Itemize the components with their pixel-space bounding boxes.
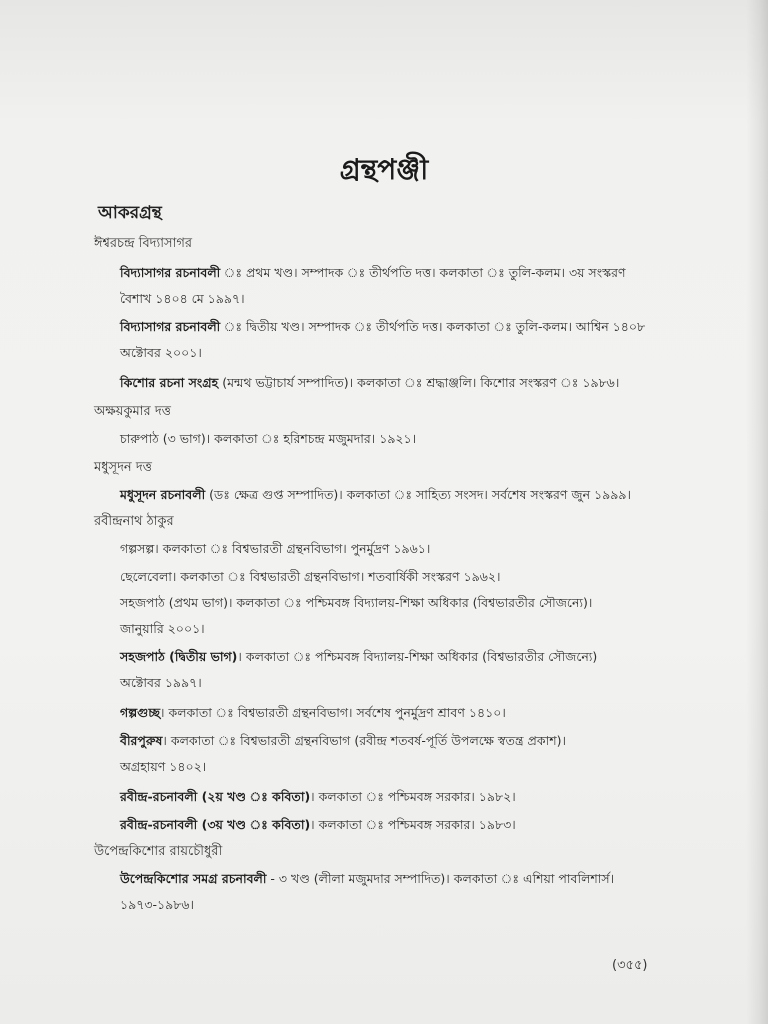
entry-line bbox=[120, 728, 680, 754]
author-name: অক্ষয়কুমার দত্ত bbox=[94, 404, 171, 419]
entry-line bbox=[120, 590, 680, 616]
author-name: রবীন্দ্রনাথ ঠাকুর bbox=[94, 514, 174, 529]
entry-line bbox=[120, 784, 680, 810]
bibliography-entry bbox=[120, 812, 680, 838]
entry-title: উপেন্দ্রকিশোর সমগ্র রচনাবলী bbox=[120, 871, 267, 886]
bibliography-entry bbox=[120, 644, 680, 696]
entry-text: । কলকাতা ঃ পশ্চিমবঙ্গ সরকার। ১৯৮৩। bbox=[310, 817, 516, 832]
entry-continuation: অগ্রহায়ণ ১৪০২। bbox=[120, 759, 207, 774]
entry-line bbox=[120, 564, 680, 590]
entry-title: বিদ্যাসাগর রচনাবলী bbox=[120, 265, 221, 280]
bibliography-entry bbox=[120, 728, 680, 780]
entry-continuation: অক্টোবর ২০০১। bbox=[120, 345, 202, 360]
bibliography-entry bbox=[120, 536, 680, 562]
bibliography-entry bbox=[120, 482, 680, 508]
entry-line bbox=[120, 314, 680, 340]
entry-line bbox=[120, 700, 680, 726]
entry-title: গল্পগুচ্ছ bbox=[120, 705, 161, 720]
entry-title: বীরপুরুষ bbox=[120, 733, 163, 748]
entry-line bbox=[120, 482, 680, 508]
entry-text: (মন্মথ ভট্টাচার্য সম্পাদিত)। কলকাতা ঃ শ্রদ্ধাঞ্জলি। কিশোর সংস্করণ ঃ ১৯৮৬। bbox=[218, 375, 620, 390]
entry-text: । কলকাতা ঃ বিশ্বভারতী গ্রন্থনবিভাগ। সর্বশেষ পুনর্মুদ্রণ শ্রাবণ ১৪১০। bbox=[160, 705, 506, 720]
entry-text: ঃ প্রথম খণ্ড। সম্পাদক ঃ তীর্থপতি দত্ত। কলকাতা ঃ তুলি-কলম। ৩য় সংস্করণ bbox=[220, 265, 626, 280]
bibliography-entry bbox=[120, 564, 680, 590]
entry-continuation: অক্টোবর ১৯৯৭। bbox=[120, 675, 202, 690]
entry-line bbox=[120, 644, 680, 670]
bibliography-entry bbox=[120, 866, 680, 918]
entry-text: । কলকাতা ঃ বিশ্বভারতী গ্রন্থনবিভাগ (রবীন্দ্র শতবর্ষ-পূর্তি উপলক্ষে স্বতন্ত্র প্রকাশ)। bbox=[162, 733, 566, 748]
bibliography-entry bbox=[120, 426, 680, 452]
bibliography-entry bbox=[120, 314, 680, 366]
entry-text: ছেলেবেলা। কলকাতা ঃ বিশ্বভারতী গ্রন্থনবিভাগ। শতবার্ষিকী সংস্করণ ১৯৬২। bbox=[120, 569, 501, 584]
bibliography-entry bbox=[120, 590, 680, 642]
entry-line bbox=[120, 866, 680, 892]
entry-continuation: ১৯৭৩-১৯৮৬। bbox=[120, 897, 194, 912]
entry-title: মধুসূদন রচনাবলী bbox=[120, 487, 206, 502]
entry-line bbox=[120, 812, 680, 838]
entry-text: (ডঃ ক্ষেত্র গুপ্ত সম্পাদিত)। কলকাতা ঃ সাহিত্য সংসদ। সর্বশেষ সংস্করণ জুন ১৯৯৯। bbox=[205, 487, 631, 502]
entry-title: রবীন্দ্র-রচনাবলী (২য় খণ্ড ঃ কবিতা) bbox=[120, 789, 311, 804]
entry-continuation: জানুয়ারি ২০০১। bbox=[120, 621, 205, 636]
entry-text: সহজপাঠ (প্রথম ভাগ)। কলকাতা ঃ পশ্চিমবঙ্গ বিদ্যালয়-শিক্ষা অধিকার (বিশ্বভারতীর সৌজন্যে)। bbox=[120, 595, 593, 610]
page-number: (৩৫৫) bbox=[612, 958, 648, 973]
entry-line bbox=[120, 370, 680, 396]
entry-text: । কলকাতা ঃ পশ্চিমবঙ্গ সরকার। ১৯৮২। bbox=[310, 789, 516, 804]
author-name: মধুসূদন দত্ত bbox=[94, 460, 152, 475]
entry-title: বিদ্যাসাগর রচনাবলী bbox=[120, 319, 221, 334]
bibliography-entry bbox=[120, 784, 680, 810]
entry-text: - ৩ খণ্ড (লীলা মজুমদার সম্পাদিত)। কলকাতা ঃ এশিয়া পাবলিশার্স। bbox=[266, 871, 615, 886]
entry-text: । কলকাতা ঃ পশ্চিমবঙ্গ বিদ্যালয়-শিক্ষা অধিকার (বিশ্বভারতীর সৌজন্যে) bbox=[237, 649, 598, 664]
document-title: গ্রন্থপঞ্জী bbox=[339, 153, 429, 186]
entry-line bbox=[120, 536, 680, 562]
entry-title: রবীন্দ্র-রচনাবলী (৩য় খণ্ড ঃ কবিতা) bbox=[120, 817, 311, 832]
entry-title: সহজপাঠ (দ্বিতীয় ভাগ) bbox=[120, 649, 238, 664]
entry-line bbox=[120, 260, 680, 286]
section-heading: আকরগ্রন্থ bbox=[98, 203, 162, 223]
entry-text: ঃ দ্বিতীয় খণ্ড। সম্পাদক ঃ তীর্থপতি দত্ত। কলকাতা ঃ তুলি-কলম। আশ্বিন ১৪০৮ bbox=[220, 319, 646, 334]
bibliography-entry bbox=[120, 370, 680, 396]
entry-continuation: বৈশাখ ১৪০৪ মে ১৯৯৭। bbox=[120, 291, 245, 306]
bibliography-entry bbox=[120, 260, 680, 312]
bibliography-entry bbox=[120, 700, 680, 726]
entry-text: চারুপাঠ (৩ ভাগ)। কলকাতা ঃ হরিশচন্দ্র মজুমদার। ১৯২১। bbox=[120, 431, 417, 446]
author-name: উপেন্দ্রকিশোর রায়চৌধুরী bbox=[94, 844, 223, 859]
entry-text: গল্পসল্প। কলকাতা ঃ বিশ্বভারতী গ্রন্থনবিভাগ। পুনর্মুদ্রণ ১৯৬১। bbox=[120, 541, 431, 556]
entry-line bbox=[120, 426, 680, 452]
author-name: ঈশ্বরচন্দ্র বিদ্যাসাগর bbox=[94, 236, 193, 251]
entry-title: কিশোর রচনা সংগ্রহ bbox=[120, 375, 219, 390]
